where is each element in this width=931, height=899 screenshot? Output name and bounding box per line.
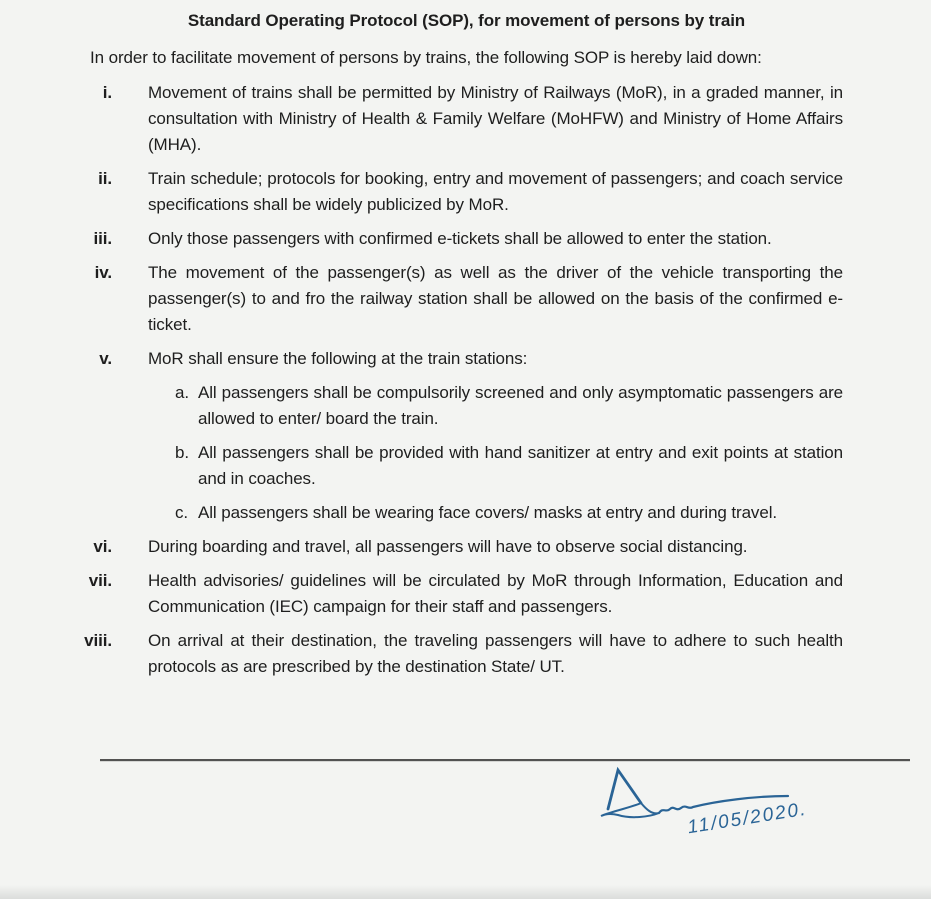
list-item-body — [148, 260, 843, 338]
list-item-marker: viii. — [84, 631, 112, 650]
list-item — [90, 166, 843, 218]
list-item-body — [148, 226, 843, 252]
list-item-marker: iii. — [93, 229, 112, 248]
document-title: Standard Operating Protocol (SOP), for movement of persons by train — [187, 11, 746, 30]
intro-paragraph: In order to facilitate movement of persons by trains, the following SOP is hereby laid down: — [90, 48, 762, 67]
list-item-body — [148, 534, 843, 560]
signature-block — [585, 762, 835, 872]
list-item-marker: iv. — [94, 263, 112, 282]
document-content — [84, 8, 843, 688]
list-item-body — [148, 346, 843, 526]
divider-rule — [100, 759, 910, 761]
list-item — [90, 568, 843, 620]
list-item — [90, 260, 843, 338]
list-item — [84, 628, 843, 680]
sub-list-item-text: All passengers shall be compulsorily screened and only asymptomatic passengers are allowed to enter/ board the train. — [198, 383, 843, 428]
list-item-text: On arrival at their destination, the traveling passengers will have to adhere to such health protocols as are prescribed by the destination State/ UT. — [148, 631, 843, 676]
list-item-marker: v. — [99, 349, 112, 368]
list-item-text: Train schedule; protocols for booking, entry and movement of passengers; and coach service specifications shall be widely publicized by MoR. — [148, 169, 843, 214]
list-item-text: The movement of the passenger(s) as well as the driver of the vehicle transporting the passenger(s) to and fro the railway station shall be allowed on the basis of the confirmed e-ticket. — [148, 263, 843, 334]
list-item — [90, 534, 843, 560]
sub-list-item — [175, 440, 843, 492]
sub-list-item — [175, 380, 843, 432]
list-item-body — [148, 166, 843, 218]
list-item — [90, 346, 843, 526]
list-item-marker: vii. — [88, 571, 112, 590]
sub-list-item-text: All passengers shall be wearing face covers/ masks at entry and during travel. — [198, 503, 777, 522]
sub-list-item-marker: b. — [175, 443, 189, 462]
list-item-text: MoR shall ensure the following at the train stations: — [148, 349, 528, 368]
list-item — [90, 80, 843, 158]
list-item-marker: vi. — [93, 537, 112, 556]
list-item-body — [148, 80, 843, 158]
sub-list-item-marker: c. — [175, 503, 189, 522]
list-item-text: Movement of trains shall be permitted by Ministry of Railways (MoR), in a graded manner, in consultation with Ministry of Health & Family Welfare (MoHFW) and Ministry of Home Affairs (MHA). — [148, 83, 843, 154]
list-item-text: During boarding and travel, all passengers will have to observe social distancing. — [148, 537, 748, 556]
sub-list-item-text: All passengers shall be provided with hand sanitizer at entry and exit points at station and in coaches. — [198, 443, 843, 488]
sub-list-item-marker: a. — [175, 383, 189, 402]
list-item-text: Only those passengers with confirmed e-tickets shall be allowed to enter the station. — [148, 229, 772, 248]
list-item-marker: ii. — [98, 169, 112, 188]
signature-date: 11/05/2020. — [686, 798, 809, 839]
sub-list-item — [175, 500, 843, 526]
list-item — [90, 226, 843, 252]
scan-shadow — [0, 885, 931, 899]
list-item-text: Health advisories/ guidelines will be circulated by MoR through Information, Education and Communication (IEC) campaign for their staff and passengers. — [148, 571, 843, 616]
list-item-body — [148, 628, 843, 680]
list-item-body — [148, 568, 843, 620]
list-item-marker: i. — [102, 83, 112, 102]
sop-list — [84, 80, 843, 680]
